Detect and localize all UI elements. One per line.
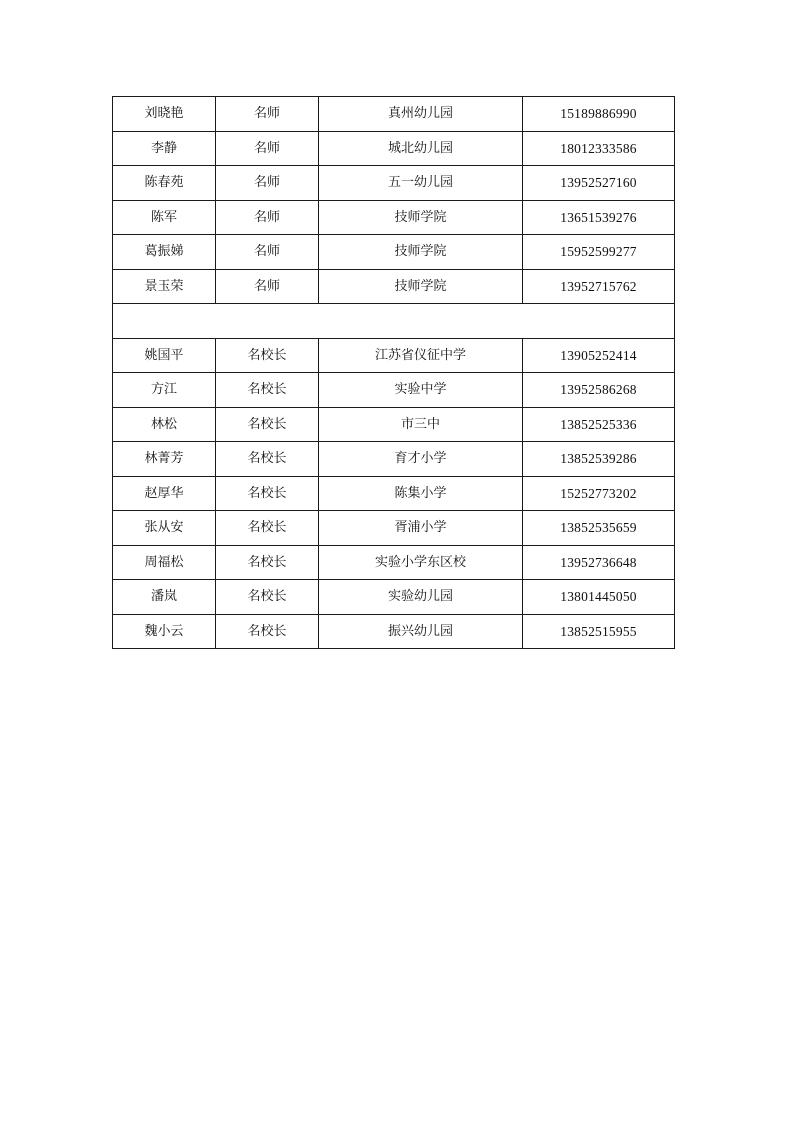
phone-cell: 15952599277 [523, 235, 675, 270]
separator-row [113, 304, 675, 339]
title-cell: 名校长 [216, 476, 319, 511]
table-row [113, 97, 675, 132]
name-cell: 魏小云 [113, 614, 216, 649]
table-row [113, 580, 675, 615]
name-cell: 周福松 [113, 545, 216, 580]
name-cell: 景玉荣 [113, 269, 216, 304]
name-cell: 张从安 [113, 511, 216, 546]
phone-cell: 13852535659 [523, 511, 675, 546]
phone-cell: 13952736648 [523, 545, 675, 580]
table-row [113, 200, 675, 235]
name-cell: 林菁芳 [113, 442, 216, 477]
name-cell: 林松 [113, 407, 216, 442]
unit-cell: 胥浦小学 [319, 511, 523, 546]
title-cell: 名校长 [216, 545, 319, 580]
table-row [113, 511, 675, 546]
title-cell: 名校长 [216, 442, 319, 477]
table-row [113, 614, 675, 649]
unit-cell: 五一幼儿园 [319, 166, 523, 201]
unit-cell: 城北幼儿园 [319, 131, 523, 166]
title-cell: 名校长 [216, 407, 319, 442]
table-row [113, 269, 675, 304]
unit-cell: 真州幼儿园 [319, 97, 523, 132]
name-cell: 陈春苑 [113, 166, 216, 201]
table-row [113, 338, 675, 373]
phone-cell: 13852525336 [523, 407, 675, 442]
unit-cell: 市三中 [319, 407, 523, 442]
title-cell: 名师 [216, 235, 319, 270]
title-cell: 名校长 [216, 338, 319, 373]
unit-cell: 育才小学 [319, 442, 523, 477]
name-cell: 赵厚华 [113, 476, 216, 511]
title-cell: 名师 [216, 166, 319, 201]
phone-cell: 13852539286 [523, 442, 675, 477]
name-cell: 姚国平 [113, 338, 216, 373]
unit-cell: 技师学院 [319, 269, 523, 304]
phone-cell: 13852515955 [523, 614, 675, 649]
title-cell: 名校长 [216, 511, 319, 546]
title-cell: 名校长 [216, 373, 319, 408]
title-cell: 名师 [216, 131, 319, 166]
name-cell: 刘晓艳 [113, 97, 216, 132]
title-cell: 名师 [216, 200, 319, 235]
phone-cell: 13905252414 [523, 338, 675, 373]
phone-cell: 15252773202 [523, 476, 675, 511]
phone-cell: 13952715762 [523, 269, 675, 304]
name-cell: 潘岚 [113, 580, 216, 615]
unit-cell: 技师学院 [319, 200, 523, 235]
phone-cell: 13952586268 [523, 373, 675, 408]
table-row [113, 545, 675, 580]
phone-cell: 18012333586 [523, 131, 675, 166]
phone-cell: 13801445050 [523, 580, 675, 615]
unit-cell: 实验中学 [319, 373, 523, 408]
phone-cell: 13952527160 [523, 166, 675, 201]
table-row [113, 373, 675, 408]
table-row [113, 476, 675, 511]
unit-cell: 陈集小学 [319, 476, 523, 511]
unit-cell: 振兴幼儿园 [319, 614, 523, 649]
phone-cell: 15189886990 [523, 97, 675, 132]
table-row [113, 442, 675, 477]
name-cell: 葛振娣 [113, 235, 216, 270]
unit-cell: 实验幼儿园 [319, 580, 523, 615]
title-cell: 名校长 [216, 580, 319, 615]
unit-cell: 技师学院 [319, 235, 523, 270]
name-cell: 陈军 [113, 200, 216, 235]
unit-cell: 江苏省仪征中学 [319, 338, 523, 373]
separator-cell [113, 304, 675, 339]
title-cell: 名师 [216, 269, 319, 304]
phone-cell: 13651539276 [523, 200, 675, 235]
title-cell: 名校长 [216, 614, 319, 649]
name-cell: 方江 [113, 373, 216, 408]
roster-table [112, 96, 675, 649]
table-row [113, 235, 675, 270]
table-row [113, 166, 675, 201]
table-row [113, 407, 675, 442]
name-cell: 李静 [113, 131, 216, 166]
table-row [113, 131, 675, 166]
unit-cell: 实验小学东区校 [319, 545, 523, 580]
title-cell: 名师 [216, 97, 319, 132]
